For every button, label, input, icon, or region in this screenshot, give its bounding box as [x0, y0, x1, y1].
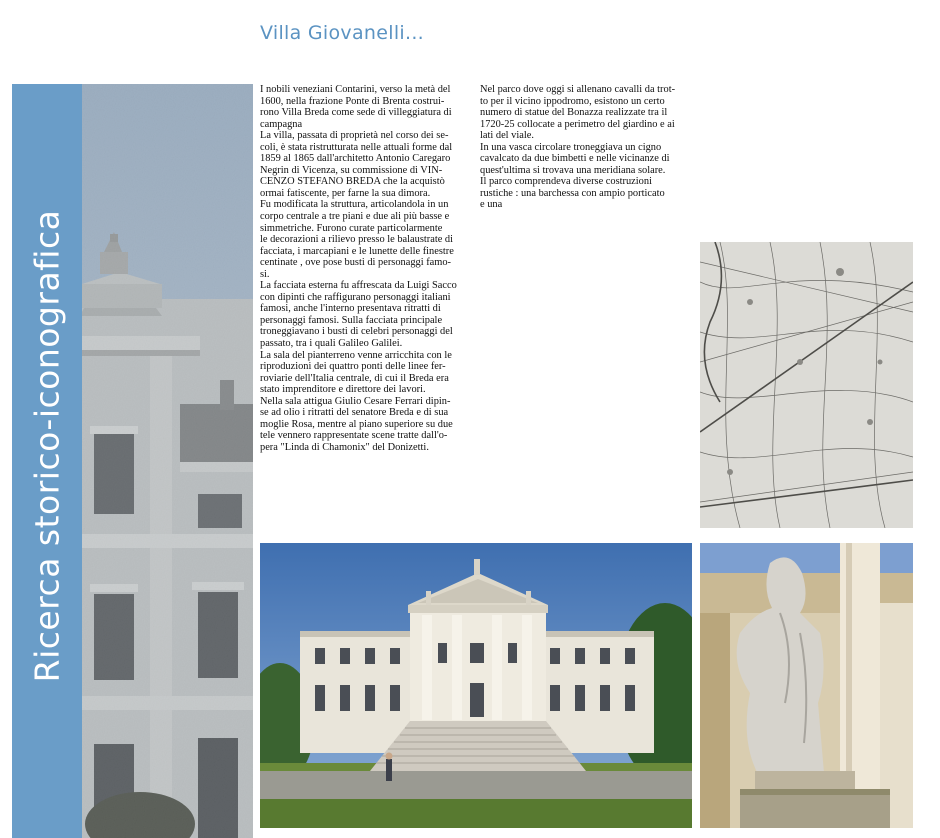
statue-photo	[700, 543, 913, 828]
paragraph-line: se ad olio i ritratti del senatore Breda e di sua	[260, 407, 449, 419]
paragraph-line: Negrin di Vicenza, su commissione di VIN-	[260, 164, 443, 176]
paragraph-line: Fu modificata la struttura, articolandola in un	[260, 199, 449, 211]
paragraph-line: Il parco comprendeva diverse costruzioni	[480, 176, 652, 188]
paragraph-line: passato, tra i quali Galileo Galilei.	[260, 338, 403, 350]
map-illustration	[700, 242, 913, 528]
paragraph-line: Nel parco dove oggi si allenano cavalli da trot-	[480, 84, 676, 95]
paragraph-line: campagna	[260, 118, 303, 130]
paragraph-line: troneggiavano i busti di celebri personaggi del	[260, 326, 453, 338]
paragraph-line: Nella sala attigua Giulio Cesare Ferrari dipin-	[260, 395, 451, 407]
paragraph-line: personaggi famosi. Sulla facciata principale	[260, 314, 443, 326]
paragraph-line: facciata, i marcapiani e le lunette delle finestre	[260, 245, 454, 257]
paragraph-line: con dipinti che raffigurano personaggi italiani	[260, 291, 451, 303]
text-column-1	[260, 84, 492, 454]
paragraph-line: numero di statue del Bonazza realizzate tra il	[480, 107, 668, 119]
statue-illustration	[700, 543, 913, 828]
text-column-2	[480, 84, 698, 211]
paragraph-line: si.	[260, 268, 270, 280]
page-title: Villa Giovanelli...	[260, 22, 424, 44]
paragraph-line: La villa, passata di proprietà nel corso dei se-	[260, 130, 449, 142]
paragraph-line: La facciata esterna fu affrescata da Luigi Sacco	[260, 280, 457, 292]
paragraph-line: I nobili veneziani Contarini, verso la metà del	[260, 84, 451, 95]
villa-front-photo	[260, 543, 692, 828]
paragraph-line: La sala del pianterreno venne arricchita con le	[260, 349, 452, 361]
paragraph-line: cavalcato da due bimbetti e nelle vicinanze di	[480, 153, 670, 165]
sidebar-title: Ricerca storico-iconografica	[27, 209, 67, 683]
paragraph-line: In una vasca circolare troneggiava un cigno	[480, 141, 662, 153]
paragraph-line: to per il vicino ippodromo, esistono un certo	[480, 95, 665, 107]
paragraph-line: le decorazioni a rilievo presso le balaustrate di	[260, 234, 454, 246]
paragraph-line: rustiche : una barchessa con ampio porticato	[480, 187, 665, 199]
paragraph-line: rono Villa Breda come sede di villeggiatura di	[260, 107, 452, 119]
villa-front-illustration	[260, 543, 692, 828]
paragraph-line: coli, è stata ristrutturata nelle attuali forme dal	[260, 141, 453, 153]
paragraph-line: lati del viale.	[480, 130, 534, 142]
paragraph-line: moglie Rosa, mentre al piano superiore su due	[260, 418, 453, 430]
paragraph-line: 1600, nella frazione Ponte di Brenta costrui-	[260, 95, 445, 107]
paragraph-line: CENZO STEFANO BREDA che la acquistò	[260, 176, 445, 188]
paragraph-line: corpo centrale a tre piani e due ali più basse e	[260, 211, 450, 223]
historical-map	[700, 242, 913, 528]
paragraph-line: simmetriche. Furono curate particolarmente	[260, 222, 443, 234]
paragraph-line: tele vennero rappresentate scene tratte dall'o-	[260, 430, 448, 442]
paragraph-line: 1720-25 collocate a perimetro del giardino e ai	[480, 118, 675, 130]
paragraph-line: riproduzioni dei quattro ponti delle linee fer-	[260, 361, 446, 373]
paragraph-line: centinate , ove pose busti di personaggi famo-	[260, 257, 452, 269]
villa-side-photo	[80, 84, 253, 838]
paragraph-line: pera "Linda di Chamonix" del Donizetti.	[260, 441, 429, 453]
sidebar-band	[12, 84, 82, 838]
paragraph-line: roviarie dell'Italia centrale, di cui il Breda era	[260, 372, 449, 384]
paragraph-line: famosi, anche l'interno presentava ritratti di	[260, 303, 441, 315]
paragraph-line: quest'ultima si trovava una meridiana solare.	[480, 164, 666, 176]
paragraph-line: ormai fatiscente, per farne la sua dimora.	[260, 187, 431, 199]
villa-side-illustration	[80, 84, 253, 838]
paragraph-line: e una	[480, 199, 503, 211]
paragraph-line: 1859 al 1865 dall'architetto Antonio Caregaro	[260, 153, 451, 165]
paragraph-line: stato imprenditore e direttore dei lavori.	[260, 384, 426, 396]
